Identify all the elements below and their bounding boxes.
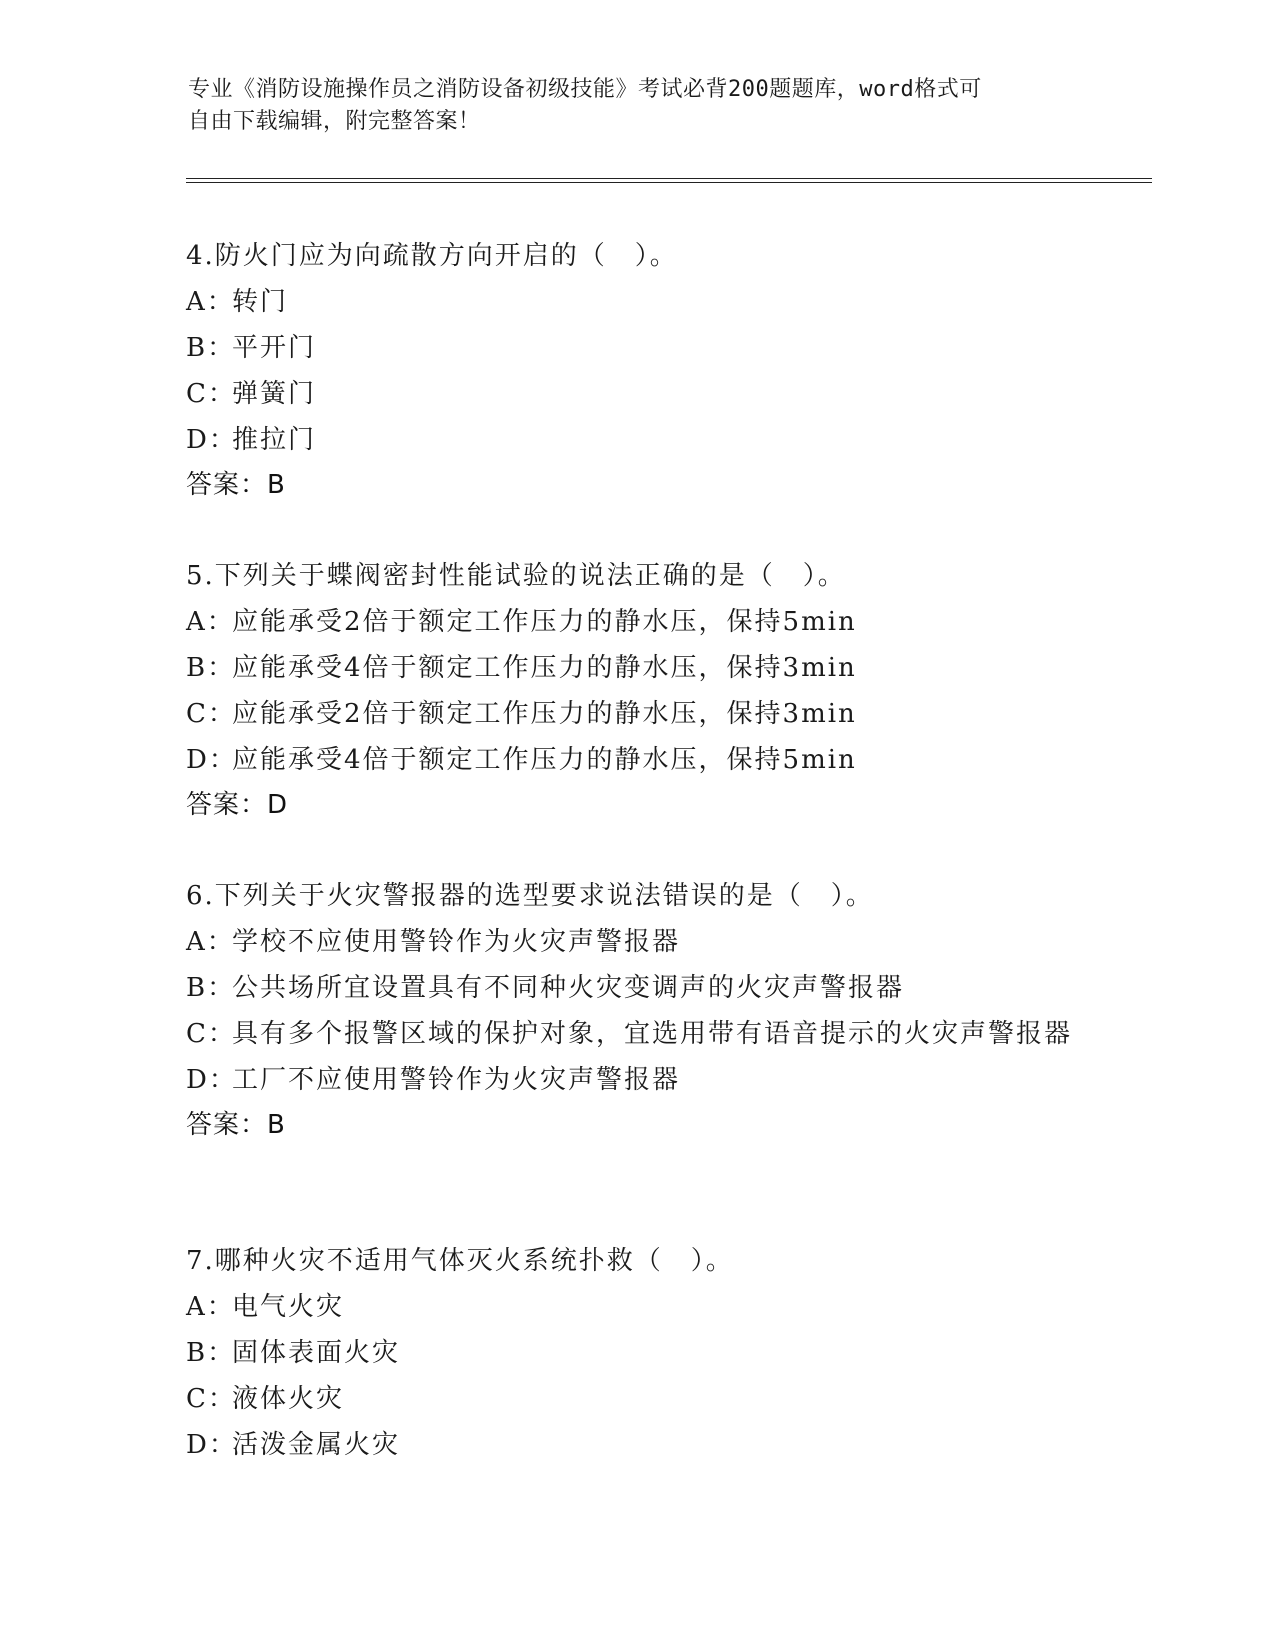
question-stem: 4.防火门应为向疏散方向开启的（ ）。 (186, 241, 678, 271)
question-4 (186, 233, 1086, 507)
option-text: 应能承受2倍于额定工作压力的静水压，保持3min (232, 699, 857, 729)
header-line-1: 专业《消防设施操作员之消防设备初级技能》考试必背200题题库，word格式可 (188, 77, 982, 102)
option-b (186, 965, 1086, 1011)
option-text: 活泼金属火灾 (232, 1430, 401, 1460)
option-text: 液体火灾 (232, 1384, 345, 1414)
option-b (186, 645, 1086, 691)
option-a (186, 599, 1086, 645)
option-label: A： (186, 607, 235, 637)
option-text: 工厂不应使用警铃作为火灾声警报器 (232, 1065, 681, 1095)
option-label: D： (186, 1430, 237, 1460)
answer-line: 答案：B (186, 1110, 286, 1140)
option-a (186, 279, 1086, 325)
option-text: 具有多个报警区域的保护对象，宜选用带有语音提示的火灾声警报器 (232, 1019, 1073, 1049)
question-7 (186, 1238, 1086, 1468)
document-header (188, 74, 1088, 138)
option-label: C： (186, 699, 236, 729)
question-stem: 7.哪种火灾不适用气体灭火系统扑救（ ）。 (186, 1246, 734, 1276)
option-text: 固体表面火灾 (232, 1338, 401, 1368)
answer-line: 答案：B (186, 470, 286, 500)
option-label: D： (186, 745, 237, 775)
option-text: 电气火灾 (232, 1292, 345, 1322)
option-label: C： (186, 379, 236, 409)
question-stem: 6.下列关于火灾警报器的选型要求说法错误的是（ ）。 (186, 881, 874, 911)
option-d (186, 417, 1086, 463)
question-stem: 5.下列关于蝶阀密封性能试验的说法正确的是（ ）。 (186, 561, 846, 591)
option-text: 应能承受2倍于额定工作压力的静水压，保持5min (232, 607, 857, 637)
option-label: C： (186, 1384, 236, 1414)
option-a (186, 919, 1086, 965)
option-label: C： (186, 1019, 236, 1049)
question-6 (186, 873, 1086, 1147)
option-c (186, 1376, 1086, 1422)
option-label: D： (186, 425, 237, 455)
option-label: B： (186, 653, 236, 683)
option-label: A： (186, 287, 235, 317)
option-b (186, 325, 1086, 371)
option-text: 推拉门 (232, 425, 317, 455)
option-text: 弹簧门 (232, 379, 317, 409)
option-text: 应能承受4倍于额定工作压力的静水压，保持3min (232, 653, 857, 683)
option-text: 转门 (232, 287, 289, 317)
option-a (186, 1284, 1086, 1330)
option-text: 公共场所宜设置具有不同种火灾变调声的火灾声警报器 (232, 973, 905, 1003)
option-label: B： (186, 973, 236, 1003)
answer-line: 答案：D (186, 790, 289, 820)
option-label: B： (186, 333, 236, 363)
header-divider-top (186, 178, 1152, 179)
option-c (186, 1011, 1086, 1057)
option-text: 应能承受4倍于额定工作压力的静水压，保持5min (232, 745, 857, 775)
option-d (186, 737, 1086, 783)
option-d (186, 1057, 1086, 1103)
header-divider-bottom (186, 182, 1152, 183)
option-label: B： (186, 1338, 236, 1368)
option-d (186, 1422, 1086, 1468)
option-label: A： (186, 927, 235, 957)
option-text: 学校不应使用警铃作为火灾声警报器 (232, 927, 681, 957)
option-label: A： (186, 1292, 235, 1322)
option-b (186, 1330, 1086, 1376)
option-c (186, 691, 1086, 737)
option-text: 平开门 (232, 333, 317, 363)
option-c (186, 371, 1086, 417)
header-line-2: 自由下载编辑，附完整答案！ (188, 109, 481, 134)
question-5 (186, 553, 1086, 827)
option-label: D： (186, 1065, 237, 1095)
